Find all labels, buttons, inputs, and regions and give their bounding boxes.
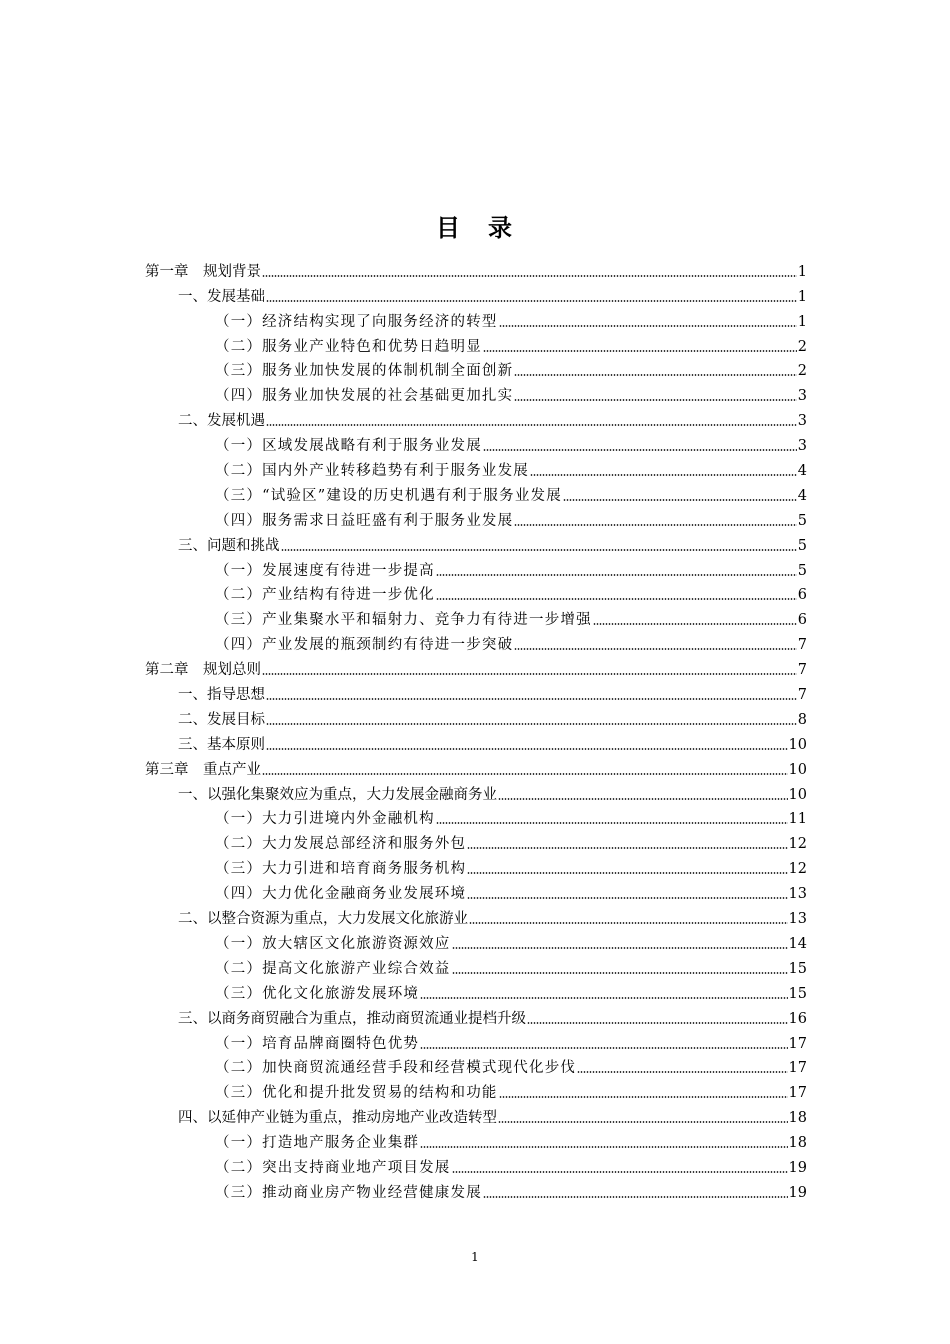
dot-leader [467,897,787,899]
toc-subsection-entry[interactable] [145,829,807,854]
dot-leader [514,648,796,650]
toc-entry-label: 三、基本原则 [178,736,265,753]
toc-subsection-entry[interactable] [145,805,807,830]
toc-entry-page: 12 [788,861,807,878]
dot-leader [266,424,797,426]
toc-subsection-entry[interactable] [145,1128,807,1153]
dot-leader [577,1071,787,1073]
toc-entry-page: 3 [797,388,807,405]
toc-entry-page: 11 [788,811,807,828]
dot-leader [420,1047,787,1049]
toc-entry-label: （二）产业结构有待进一步优化 [215,587,435,604]
toc-entry-label: 一、发展基础 [178,288,265,305]
dot-leader [563,499,797,501]
toc-entry-page: 5 [797,537,807,554]
toc-subsection-entry[interactable] [145,581,807,606]
toc-entry-page: 4 [797,487,807,504]
toc-entry-label: （二）国内外产业转移趋势有利于服务业发展 [215,463,529,480]
toc-entry-page: 13 [788,911,807,928]
dot-leader [514,374,796,376]
toc-subsection-entry[interactable] [145,879,807,904]
toc-entry-page: 1 [797,288,807,305]
toc-subsection-entry[interactable] [145,357,807,382]
toc-entry-page: 19 [788,1159,807,1176]
toc-subsection-entry[interactable] [145,307,807,332]
toc-entry-page: 7 [797,637,807,654]
toc-section-entry[interactable] [145,780,807,805]
dot-leader [452,1171,788,1173]
toc-entry-label: 一、以强化集聚效应为重点，大力发展金融商务业 [178,786,497,803]
dot-leader [467,872,787,874]
toc-entry-page: 6 [797,612,807,629]
dot-leader [436,822,788,824]
dot-leader [452,947,788,949]
toc-entry-label: （三）优化和提升批发贸易的结构和功能 [215,1085,498,1102]
toc-entry-page: 3 [797,413,807,430]
dot-leader [469,922,788,924]
toc-entry-page: 18 [788,1110,807,1127]
toc-entry-label: 第一章 规划背景 [145,263,261,280]
toc-entry-page: 18 [788,1135,807,1152]
toc-subsection-entry[interactable] [145,381,807,406]
dot-leader [498,1121,788,1123]
dot-leader [420,997,787,999]
toc-entry-page: 2 [797,338,807,355]
toc-entry-label: （三）优化文化旅游发展环境 [215,985,420,1002]
toc-entry-label: （一）经济结构实现了向服务经济的转型 [215,313,498,330]
toc-subsection-entry[interactable] [145,456,807,481]
toc-entry-label: （四）服务需求日益旺盛有利于服务业发展 [215,512,514,529]
toc-entry-label: （四）大力优化金融商务业发展环境 [215,886,467,903]
toc-entry-label: （三）服务业加快发展的体制机制全面创新 [215,363,514,380]
page-title: 目 录 [436,213,514,242]
toc-entry-label: （四）服务业加快发展的社会基础更加扎实 [215,388,514,405]
toc-entry-label: 一、指导思想 [178,687,265,704]
toc-subsection-entry[interactable] [145,630,807,655]
toc-entry-page: 1 [797,263,807,280]
toc-entry-page: 2 [797,363,807,380]
toc-section-entry[interactable] [145,904,807,929]
table-of-contents [145,257,807,1203]
toc-subsection-entry[interactable] [145,979,807,1004]
dot-leader [452,972,788,974]
toc-subsection-entry[interactable] [145,332,807,357]
toc-section-entry[interactable] [145,531,807,556]
toc-entry-page: 17 [788,1035,807,1052]
dot-leader [499,325,797,327]
dot-leader [499,1096,788,1098]
toc-entry-page: 15 [788,960,807,977]
dot-leader [262,275,797,277]
dot-leader [514,399,796,401]
toc-entry-label: （二）服务业产业特色和优势日趋明显 [215,338,482,355]
toc-subsection-entry[interactable] [145,1029,807,1054]
toc-subsection-entry[interactable] [145,431,807,456]
toc-entry-label: 二、发展目标 [178,711,265,728]
dot-leader [266,723,797,725]
toc-entry-label: 第二章 规划总则 [145,662,261,679]
dot-leader [281,549,797,551]
dot-leader [266,748,788,750]
toc-section-entry[interactable] [145,1103,807,1128]
toc-section-entry[interactable] [145,1004,807,1029]
toc-subsection-entry[interactable] [145,929,807,954]
toc-subsection-entry[interactable] [145,481,807,506]
toc-entry-page: 12 [788,836,807,853]
toc-entry-page: 16 [788,1010,807,1027]
toc-chapter-entry[interactable] [145,755,807,780]
toc-entry-label: （一）大力引进境内外金融机构 [215,811,435,828]
dot-leader [530,474,797,476]
toc-entry-page: 8 [797,711,807,728]
toc-subsection-entry[interactable] [145,954,807,979]
toc-subsection-entry[interactable] [145,1178,807,1203]
toc-subsection-entry[interactable] [145,556,807,581]
toc-entry-label: （一）培育品牌商圈特色优势 [215,1035,420,1052]
toc-entry-page: 10 [788,736,807,753]
toc-entry-page: 4 [797,463,807,480]
toc-entry-page: 3 [797,438,807,455]
toc-entry-page: 13 [788,886,807,903]
dot-leader [436,598,797,600]
toc-section-entry[interactable] [145,282,807,307]
toc-entry-label: （二）加快商贸流通经营手段和经营模式现代化步伐 [215,1060,577,1077]
toc-entry-page: 6 [797,587,807,604]
dot-leader [266,698,797,700]
toc-section-entry[interactable] [145,705,807,730]
dot-leader [527,1022,788,1024]
toc-entry-label: （三）大力引进和培育商务服务机构 [215,861,467,878]
toc-entry-page: 7 [797,687,807,704]
toc-entry-label: （一）放大辖区文化旅游资源效应 [215,935,451,952]
toc-entry-label: （三）“试验区”建设的历史机遇有利于服务业发展 [215,487,562,504]
toc-entry-label: 四、以延伸产业链为重点，推动房地产业改造转型 [178,1110,497,1127]
toc-entry-label: 三、以商务商贸融合为重点，推动商贸流通业提档升级 [178,1010,526,1027]
toc-entry-label: 三、问题和挑战 [178,537,280,554]
toc-entry-page: 10 [788,761,807,778]
toc-chapter-entry[interactable] [145,257,807,282]
toc-section-entry[interactable] [145,406,807,431]
toc-subsection-entry[interactable] [145,1054,807,1079]
toc-entry-page: 17 [788,1060,807,1077]
toc-entry-page: 19 [788,1184,807,1201]
toc-entry-page: 5 [797,562,807,579]
page-number: 1 [471,1250,479,1264]
toc-entry-label: （二）大力发展总部经济和服务外包 [215,836,467,853]
toc-entry-page: 1 [797,313,807,330]
toc-section-entry[interactable] [145,680,807,705]
dot-leader [262,673,797,675]
toc-subsection-entry[interactable] [145,1153,807,1178]
toc-entry-page: 10 [788,786,807,803]
toc-entry-label: 二、以整合资源为重点，大力发展文化旅游业 [178,911,468,928]
dot-leader [266,300,797,302]
dot-leader [498,798,788,800]
toc-entry-page: 7 [797,662,807,679]
toc-chapter-entry[interactable] [145,655,807,680]
toc-section-entry[interactable] [145,730,807,755]
toc-subsection-entry[interactable] [145,1078,807,1103]
dot-leader [483,449,797,451]
toc-entry-page: 14 [788,935,807,952]
dot-leader [593,623,797,625]
toc-subsection-entry[interactable] [145,605,807,630]
toc-entry-label: （一）打造地产服务企业集群 [215,1135,420,1152]
toc-entry-label: （四）产业发展的瓶颈制约有待进一步突破 [215,637,514,654]
dot-leader [420,1146,787,1148]
dot-leader [262,773,788,775]
dot-leader [483,1196,788,1198]
toc-entry-page: 15 [788,985,807,1002]
toc-entry-page: 5 [797,512,807,529]
toc-entry-label: （二）提高文化旅游产业综合效益 [215,960,451,977]
dot-leader [467,847,787,849]
toc-entry-label: （二）突出支持商业地产项目发展 [215,1159,451,1176]
toc-entry-page: 17 [788,1085,807,1102]
toc-subsection-entry[interactable] [145,854,807,879]
toc-entry-label: （一）区域发展战略有利于服务业发展 [215,438,482,455]
toc-subsection-entry[interactable] [145,506,807,531]
dot-leader [514,524,796,526]
dot-leader [483,350,797,352]
toc-entry-label: （一）发展速度有待进一步提高 [215,562,435,579]
dot-leader [436,574,797,576]
toc-entry-label: 二、发展机遇 [178,413,265,430]
toc-entry-label: 第三章 重点产业 [145,761,261,778]
toc-entry-label: （三）产业集聚水平和辐射力、竞争力有待进一步增强 [215,612,592,629]
toc-entry-label: （三）推动商业房产物业经营健康发展 [215,1184,482,1201]
